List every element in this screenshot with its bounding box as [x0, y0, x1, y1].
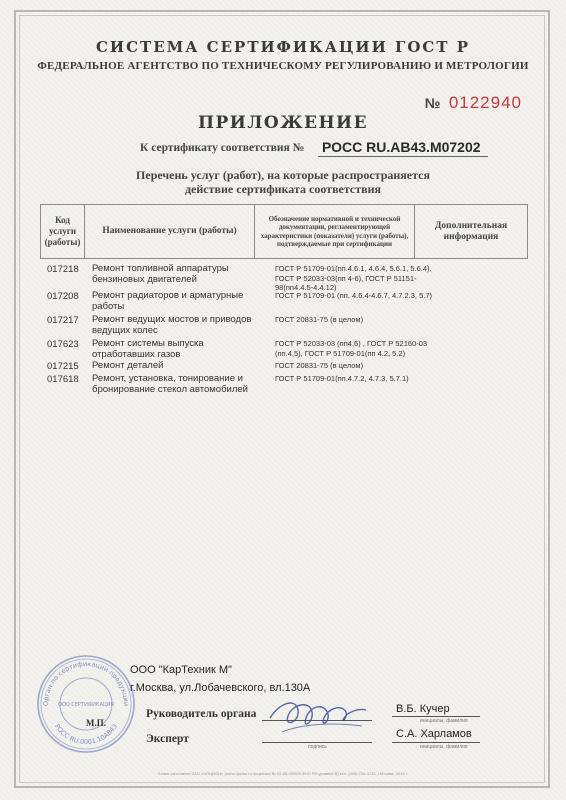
row-code: 017623: [47, 339, 79, 350]
row-code: 017217: [47, 315, 79, 326]
organization-address: г.Москва, ул.Лобачевского, вл.130А: [130, 682, 311, 694]
row-standard: ГОСТ Р 52033-03 (пп4,6) , ГОСТ Р 52160-03 (пп.4,5), ГОСТ Р 51709-01(пп 4.2, 5.2): [275, 339, 428, 358]
stamp-top-text: Орган по сертификации продукции: [41, 659, 131, 707]
certification-stamp: [34, 652, 138, 756]
header-code: Код услуги (работы): [41, 205, 85, 258]
list-title: [0, 168, 566, 196]
list-title-line2: действие сертификата соответствия: [184, 182, 382, 196]
row-name: Ремонт топливной аппаратуры бензиновых двигателей: [92, 263, 229, 285]
organization-name: ООО "КарТехник М": [130, 664, 232, 676]
row-standard: ГОСТ 20831-75 (в целом): [275, 315, 364, 324]
head-label: Руководитель органа: [146, 708, 257, 720]
number-sign: №: [424, 95, 441, 111]
row-name: Ремонт системы выпуска отработавших газов: [92, 338, 204, 360]
handwritten-signature: [262, 688, 372, 740]
header-name: Наименование услуги (работы): [85, 205, 255, 258]
table-row: [40, 291, 530, 315]
system-title: СИСТЕМА СЕРТИФИКАЦИИ ГОСТ Р: [95, 38, 471, 56]
stamp-center-text: ООО СЕРТИФИКАЦИЯ: [58, 702, 114, 708]
row-code: 017218: [47, 264, 79, 275]
header-standard: Обозначение нормативной и технической документации, регламентирующей характеристики (показатели) услуги (работы), подтверждаемые при сертификации: [255, 205, 415, 258]
expert-initials-note: инициалы, фамилия: [420, 744, 468, 750]
row-name: Ремонт, установка, тонирование и бронирование стекол автомобилей: [92, 373, 248, 395]
certificate-underline: [318, 156, 488, 157]
row-standard: ГОСТ Р 51709-01 (пп. 4.6.4-4.6.7, 4.7.2.3, 5.7): [275, 291, 433, 300]
row-standard: ГОСТ Р 51709-01(пп.4.6.1, 4.6.4, 5.6.1, 5.6.4), ГОСТ Р 52033-03(пп 4-6), ГОСТ Р 51151-98(пп4.4.5-4.4.12): [275, 264, 432, 292]
list-title-line1: Перечень услуг (работ), на которые распространяется: [136, 168, 430, 182]
head-name-line: [392, 716, 480, 717]
expert-signature-line: [262, 742, 372, 743]
table-row: [40, 315, 530, 339]
head-initials-note: инициалы, фамилия: [420, 718, 468, 724]
stamp-bottom-text: РОСС RU.0001.10АВ43: [52, 722, 120, 747]
table-row: [40, 264, 530, 291]
row-code: 017208: [47, 291, 79, 302]
row-code: 017618: [47, 374, 79, 385]
expert-name: С.А. Харламов: [396, 728, 472, 740]
header-extra: Дополнительная информация: [434, 220, 508, 242]
mp-label: М.П.: [86, 718, 106, 728]
signature-note: подпись: [308, 744, 327, 750]
expert-name-line: [392, 742, 480, 743]
certificate-number: РОСС RU.АВ43.М07202: [322, 139, 481, 155]
appendix-title: ПРИЛОЖЕНИЕ: [197, 113, 369, 133]
row-standard: ГОСТ Р 51709-01(пп.4.7.2, 4.7.3, 5.7.1): [275, 374, 409, 383]
form-number-value: 0122940: [448, 93, 522, 112]
expert-label: Эксперт: [146, 733, 189, 745]
footer-note: Бланк изготовлен ЗАО «ОПЦИОН» (www.opcion.ru лицензия № 05-05-09/003 ФНС РФ уровень В) тел. (495) 726-4742, г.Москва, 2014 г.: [158, 771, 408, 776]
row-code: 017215: [47, 361, 79, 372]
agency-name: ФЕДЕРАЛЬНОЕ АГЕНТСТВО ПО ТЕХНИЧЕСКОМУ РЕГУЛИРОВАНИЮ И МЕТРОЛОГИИ: [37, 60, 529, 72]
row-standard: ГОСТ 20831-75 (в целом): [275, 361, 364, 370]
row-name: Ремонт деталей: [92, 360, 164, 371]
table-header: [40, 204, 528, 259]
table-body: [40, 264, 530, 398]
table-row: [40, 374, 530, 398]
table-row: [40, 339, 530, 361]
form-number: [425, 93, 522, 113]
head-name: В.Б. Кучер: [396, 703, 450, 715]
row-name: Ремонт радиаторов и арматурные работы: [92, 290, 244, 312]
certificate-label: К сертификату соответствия №: [140, 142, 305, 154]
row-name: Ремонт ведущих мостов и приводов ведущих колес: [92, 314, 252, 336]
